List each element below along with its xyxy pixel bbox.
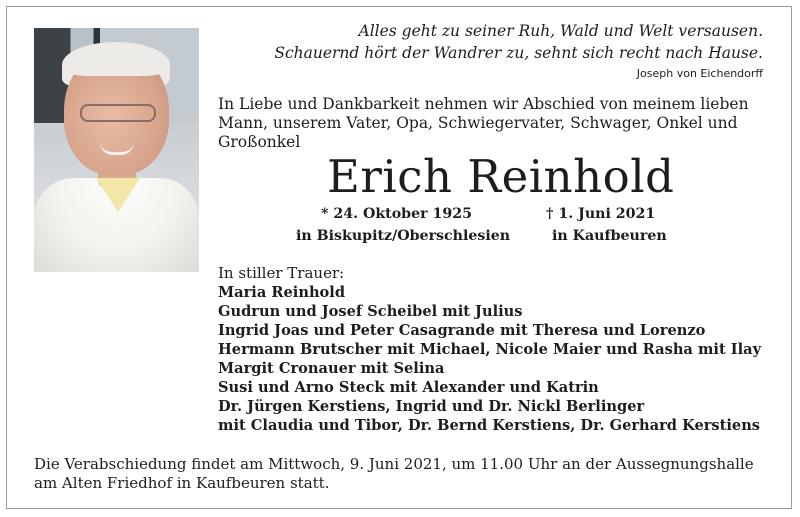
ceremony-line-1: Die Verabschiedung findet am Mittwoch, 9. Juni 2021, um 11.00 Uhr an der Aussegnungshalle — [34, 455, 754, 473]
birth-date: * 24. Oktober 1925 — [321, 206, 473, 222]
mourner-line: Dr. Jürgen Kerstiens, Ingrid und Dr. Nickl Berlinger — [218, 398, 645, 415]
death-place: in Kaufbeuren — [552, 228, 667, 244]
mourner-line: Ingrid Joas und Peter Casagrande mit Theresa und Lorenzo — [218, 322, 706, 339]
mourner-line: mit Claudia und Tibor, Dr. Bernd Kerstiens, Dr. Gerhard Kerstiens — [218, 417, 761, 434]
mourner-line: Gudrun und Josef Scheibel mit Julius — [218, 303, 523, 320]
intro-line-2: Mann, unserem Vater, Opa, Schwiegervater, Schwager, Onkel und — [218, 114, 738, 132]
portrait-photo — [34, 28, 199, 272]
intro-line-1: In Liebe und Dankbarkeit nehmen wir Abschied von meinem lieben — [218, 95, 749, 113]
quote-author: Joseph von Eichendorff — [636, 67, 763, 80]
mourner-line: Margit Cronauer mit Selina — [218, 360, 445, 377]
deceased-name: Erich Reinhold — [327, 150, 675, 203]
mourner-line: Maria Reinhold — [218, 284, 346, 301]
intro-line-3: Großonkel — [218, 133, 301, 151]
mourner-line: Susi und Arno Steck mit Alexander und Katrin — [218, 379, 599, 396]
mourners-heading: In stiller Trauer: — [218, 264, 345, 282]
mourner-line: Hermann Brutscher mit Michael, Nicole Maier und Rasha mit Ilay — [218, 341, 762, 358]
ceremony-line-2: am Alten Friedhof in Kaufbeuren statt. — [34, 474, 330, 492]
quote-line-2: Schauernd hört der Wandrer zu, sehnt sich recht nach Hause. — [274, 44, 763, 62]
birth-place: in Biskupitz/Oberschlesien — [296, 228, 511, 244]
quote-line-1: Alles geht zu seiner Ruh, Wald und Welt versausen. — [358, 22, 763, 40]
death-date: † 1. Juni 2021 — [546, 206, 656, 222]
